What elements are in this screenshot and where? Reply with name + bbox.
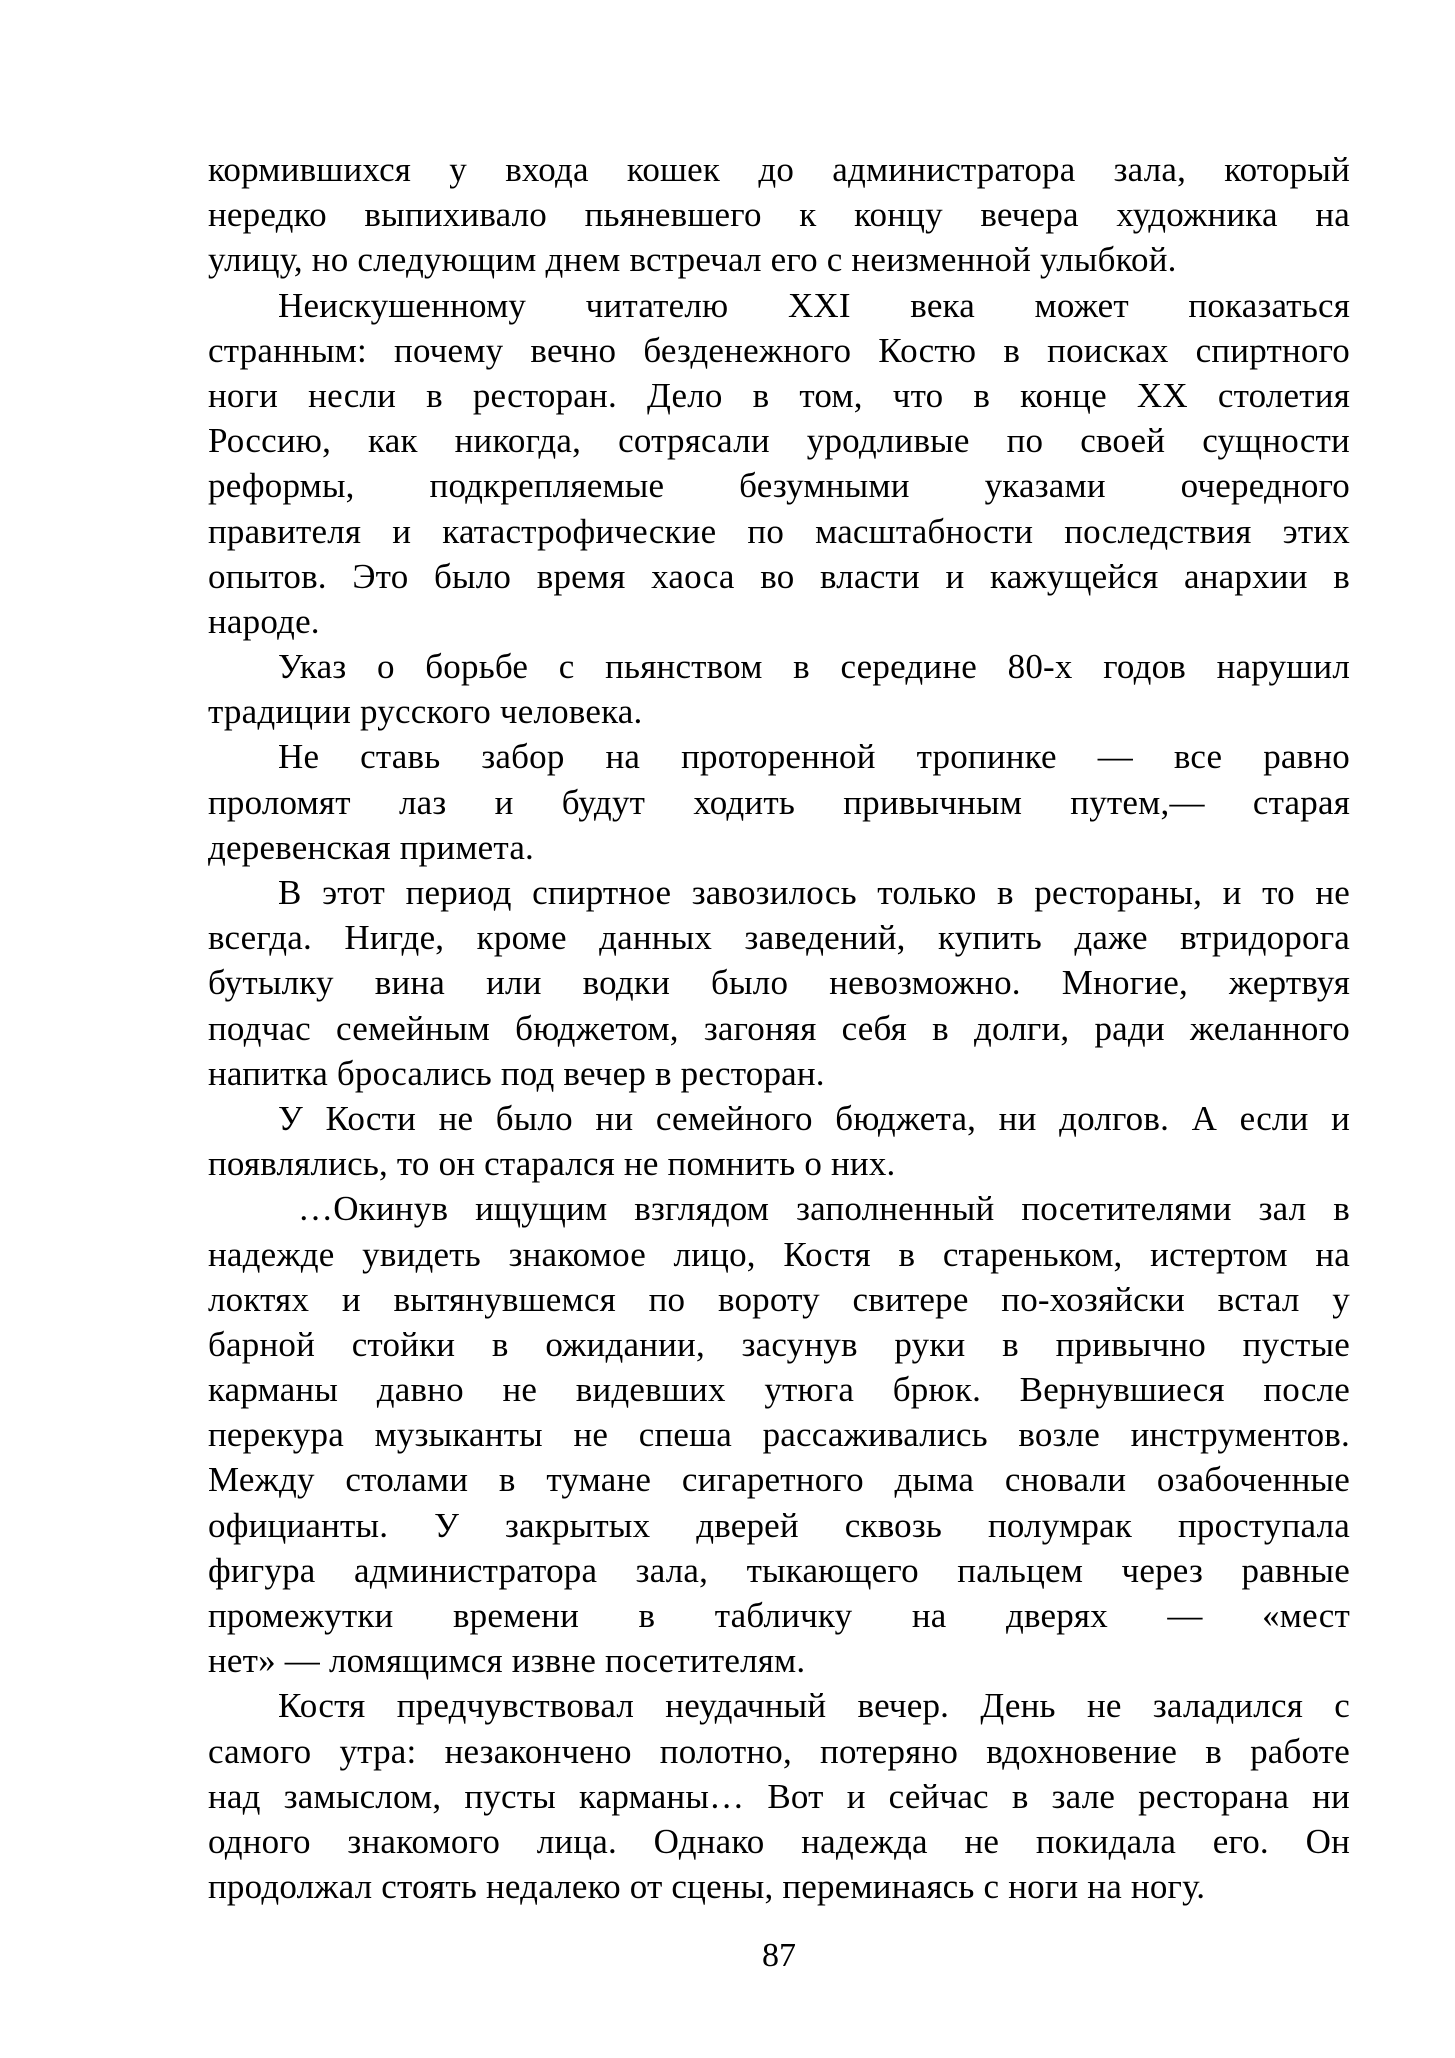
- text-line: перекура музыканты не спеша рассаживались возле инструментов.: [208, 1415, 1350, 1455]
- text-line: народе.: [208, 601, 320, 641]
- text-line: проломят лаз и будут ходить привычным путем,— старая: [208, 782, 1350, 822]
- text-line: одного знакомого лица. Однако надежда не покидала его. Он: [208, 1821, 1350, 1861]
- text-line: промежутки времени в табличку на дверях — «мест: [208, 1596, 1350, 1635]
- paragraph: [208, 147, 1350, 283]
- page-number: 87: [762, 1937, 796, 1974]
- text-line: самого утра: незакончено полотно, потеряно вдохновение в работе: [208, 1731, 1350, 1771]
- text-line: нередко выпихивало пьяневшего к концу вечера художника на: [208, 195, 1350, 235]
- paragraph: [208, 1186, 1350, 1683]
- text-line: продолжал стоять недалеко от сцены, переминаясь с ноги на ногу.: [208, 1867, 1206, 1907]
- text-line: карманы давно не видевших утюга брюк. Вернувшиеся после: [208, 1370, 1350, 1410]
- text-line: локтях и вытянувшемся по вороту свитере по-хозяйски встал у: [208, 1279, 1350, 1319]
- text-line: барной стойки в ожидании, засунув руки в привычно пустые: [208, 1324, 1350, 1364]
- text-line: официанты. У закрытых дверей сквозь полумрак проступала: [208, 1505, 1350, 1545]
- text-line: странным: почему вечно безденежного Костю в поисках спиртного: [208, 330, 1350, 370]
- text-line: традиции русского человека.: [208, 692, 643, 732]
- text-line: Не ставь забор на проторенной тропинке — все равно: [278, 737, 1350, 777]
- paragraph: [208, 870, 1350, 1096]
- text-line: ноги несли в ресторан. Дело в том, что в конце XX столетия: [208, 375, 1350, 415]
- text-line: бутылку вина или водки было невозможно. Многие, жертвуя: [208, 963, 1350, 1003]
- text-line: Указ о борьбе с пьянством в середине 80-х годов нарушил: [278, 647, 1350, 687]
- text-line: подчас семейным бюджетом, загоняя себя в долги, ради желанного: [208, 1008, 1350, 1048]
- text-line: правителя и катастрофические по масштабности последствия этих: [208, 511, 1350, 551]
- text-line: появлялись, то он старался не помнить о них.: [208, 1144, 896, 1184]
- text-line: опытов. Это было время хаоса во власти и кажущейся анархии в: [208, 556, 1350, 596]
- text-line: У Кости не было ни семейного бюджета, ни долгов. А если и: [278, 1098, 1350, 1138]
- text-line: Костя предчувствовал неудачный вечер. День не заладился с: [278, 1686, 1350, 1726]
- text-line: Россию, как никогда, сотрясали уродливые по своей сущности: [208, 421, 1350, 461]
- text-block: [208, 147, 1350, 1909]
- text-line: реформы, подкрепляемые безумными указами очередного: [208, 466, 1350, 506]
- text-line: напитка бросались под вечер в ресторан.: [208, 1053, 825, 1093]
- paragraph: [208, 734, 1350, 870]
- text-line: В этот период спиртное завозилось только в рестораны, и то не: [278, 873, 1350, 912]
- text-line: фигура администратора зала, тыкающего пальцем через равные: [208, 1550, 1350, 1590]
- text-line: улицу, но следующим днем встречал его с неизменной улыбкой.: [208, 240, 1177, 280]
- text-line: …Окинув ищущим взглядом заполненный посетителями зал в: [298, 1189, 1350, 1229]
- text-line: Между столами в тумане сигаретного дыма сновали озабоченные: [208, 1460, 1350, 1500]
- paragraph: [208, 1683, 1350, 1909]
- text-line: над замыслом, пусты карманы… Вот и сейчас в зале ресторана ни: [208, 1776, 1350, 1816]
- text-line: всегда. Нигде, кроме данных заведений, купить даже втридорога: [208, 918, 1350, 958]
- text-line: деревенская примета.: [208, 827, 535, 867]
- text-line: кормившихся у входа кошек до администратора зала, который: [208, 150, 1350, 189]
- paragraph: [208, 283, 1350, 645]
- text-line: надежде увидеть знакомое лицо, Костя в стареньком, истертом на: [208, 1234, 1350, 1274]
- paragraph: [208, 644, 1350, 734]
- text-line: Неискушенному читателю XXI века может показаться: [278, 285, 1350, 325]
- paragraph: [208, 1096, 1350, 1186]
- text-line: нет» — ломящимся извне посетителям.: [208, 1641, 806, 1681]
